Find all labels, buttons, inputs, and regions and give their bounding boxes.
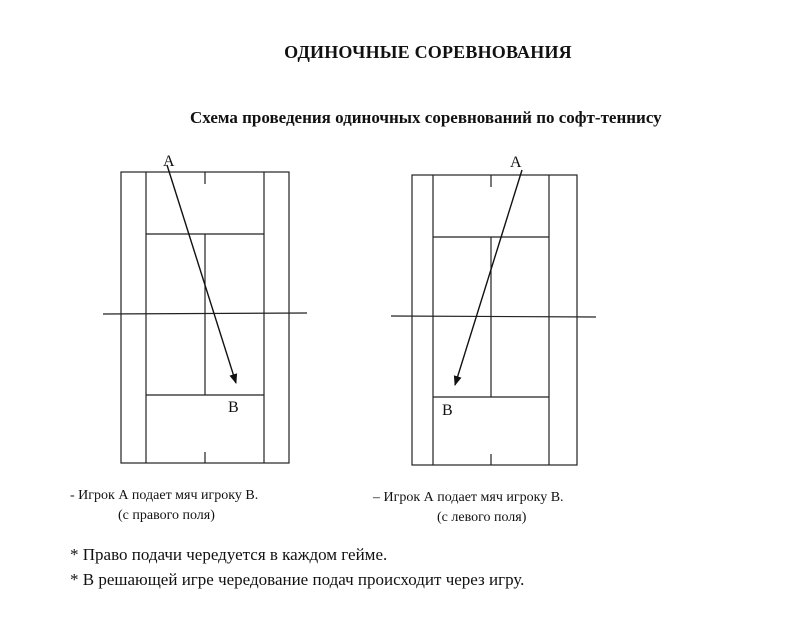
caption-right-line2: (с левого поля) [437,510,527,525]
note-deciding-game: * В решающей игре чередование подач происходит через игру. [70,570,525,589]
serve-arrow [167,165,236,383]
diagram-subtitle: Схема проведения одиночных соревнований по софт-теннису [190,108,662,127]
page-title: ОДИНОЧНЫЕ СОРЕВНОВАНИЯ [284,42,572,62]
note-serve-alternation: * Право подачи чередуется в каждом гейме. [70,545,388,564]
caption-right-line1: – Игрок А подает мяч игроку В. [373,490,564,505]
caption-left-line1: - Игрок А подает мяч игроку В. [70,488,259,503]
serve-arrow [455,170,522,385]
court-outline [412,175,577,465]
court-left [103,165,307,463]
receiver-label: B [442,402,453,419]
net-line [391,316,596,317]
server-label: A [510,154,522,171]
receiver-label: B [228,399,239,416]
server-label: A [163,153,175,170]
court-right [391,170,596,465]
net-line [103,313,307,314]
caption-left-line2: (с правого поля) [118,508,215,523]
